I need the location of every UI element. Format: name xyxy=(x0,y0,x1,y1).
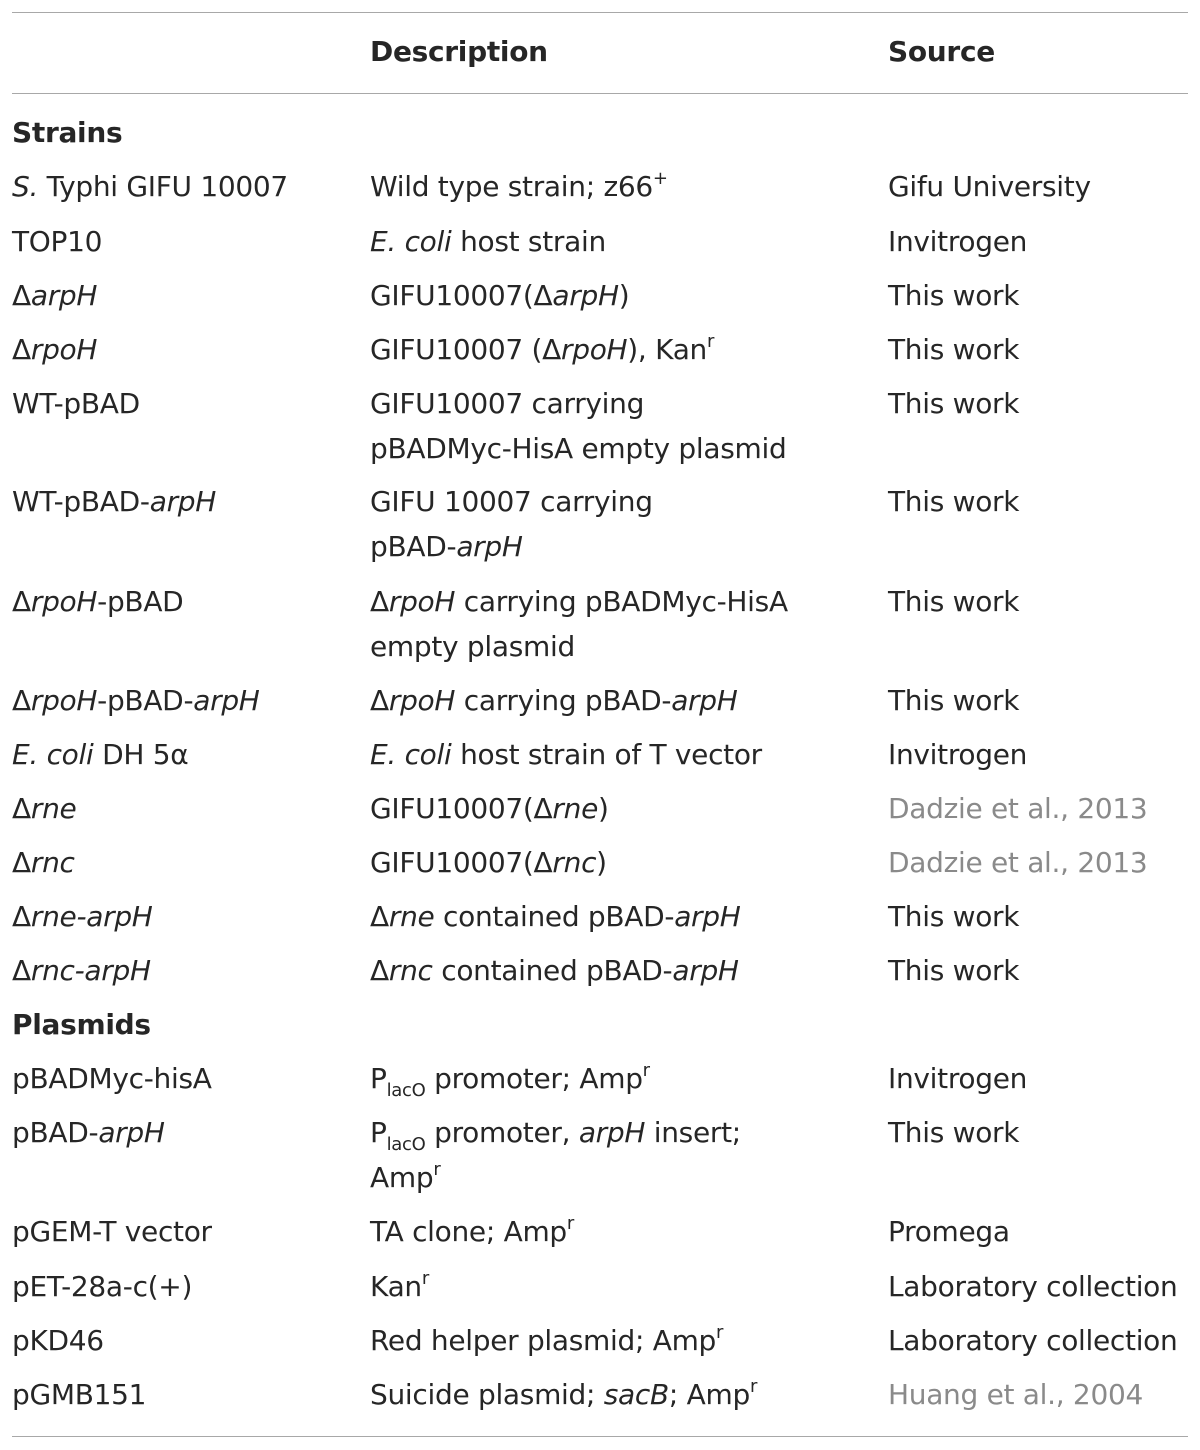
cell-description-cont: Amp$^r$ xyxy=(370,1159,441,1194)
cell-description: Kan$^r$ xyxy=(370,1268,429,1303)
cell-source: Invitrogen xyxy=(888,225,1028,258)
cell-description: ΔrpoH carrying pBADMyc-HisA xyxy=(370,585,788,618)
cell-source: This work xyxy=(888,585,1020,618)
cell-name: TOP10 xyxy=(12,225,103,258)
cell-source-citation-link[interactable]: Huang et al., 2004 xyxy=(888,1378,1143,1411)
cell-description: $P_{lacO}$ promoter; Amp$^r$ xyxy=(370,1060,650,1101)
cell-description: ΔrpoH carrying pBAD-arpH xyxy=(370,684,738,717)
cell-description: GIFU10007 (ΔrpoH), Kan$^r$ xyxy=(370,331,715,366)
cell-description: Suicide plasmid; sacB; Amp$^r$ xyxy=(370,1376,758,1411)
cell-description: Wild type strain; z66+ xyxy=(370,168,668,203)
column-header-source: Source xyxy=(888,35,995,68)
column-header-description: Description xyxy=(370,35,548,68)
cell-name: Δrne-arpH xyxy=(12,900,153,933)
cell-description-cont: pBADMyc-HisA empty plasmid xyxy=(370,432,787,465)
cell-name: Δrnc xyxy=(12,846,75,879)
cell-name: pBADMyc-hisA xyxy=(12,1062,212,1095)
cell-name: pKD46 xyxy=(12,1324,104,1357)
cell-name: pGEM-T vector xyxy=(12,1215,212,1248)
cell-description-cont: pBAD-arpH xyxy=(370,530,523,563)
cell-source: Invitrogen xyxy=(888,738,1028,771)
cell-name: pBAD-arpH xyxy=(12,1116,165,1149)
cell-name: pGMB151 xyxy=(12,1378,147,1411)
cell-source: Promega xyxy=(888,1215,1010,1248)
cell-description: GIFU10007 carrying xyxy=(370,387,645,420)
table-bottom-rule xyxy=(12,1436,1188,1437)
cell-description: GIFU10007(Δrne) xyxy=(370,792,609,825)
cell-description: $P_{lacO}$ promoter, arpH insert; xyxy=(370,1116,741,1155)
group-label-strains: Strains xyxy=(12,116,123,149)
cell-description: TA clone; Amp$^r$ xyxy=(370,1213,575,1248)
cell-source: This work xyxy=(888,684,1020,717)
cell-description: Δrnc contained pBAD-arpH xyxy=(370,954,739,987)
cell-source: Laboratory collection xyxy=(888,1324,1178,1357)
cell-name: ΔrpoH xyxy=(12,333,98,366)
cell-source: Invitrogen xyxy=(888,1062,1028,1095)
group-label-plasmids: Plasmids xyxy=(12,1008,151,1041)
cell-source: Laboratory collection xyxy=(888,1270,1178,1303)
cell-name: Δrnc-arpH xyxy=(12,954,151,987)
cell-name: S. Typhi GIFU 10007 xyxy=(12,170,288,203)
cell-description-cont: empty plasmid xyxy=(370,630,575,663)
cell-description: E. coli host strain of T vector xyxy=(370,738,762,771)
cell-source-citation-link[interactable]: Dadzie et al., 2013 xyxy=(888,846,1148,879)
cell-name: E. coli DH 5α xyxy=(12,738,189,771)
cell-description: Red helper plasmid; Amp$^r$ xyxy=(370,1322,724,1357)
cell-source: This work xyxy=(888,900,1020,933)
cell-description: GIFU10007(ΔarpH) xyxy=(370,279,630,312)
cell-source-citation-link[interactable]: Dadzie et al., 2013 xyxy=(888,792,1148,825)
cell-description: Δrne contained pBAD-arpH xyxy=(370,900,741,933)
cell-name: ΔrpoH-pBAD xyxy=(12,585,184,618)
table-header-rule xyxy=(12,93,1188,94)
table-top-rule xyxy=(12,12,1188,13)
cell-description: E. coli host strain xyxy=(370,225,606,258)
cell-name: ΔrpoH-pBAD-arpH xyxy=(12,684,260,717)
cell-name: Δrne xyxy=(12,792,77,825)
cell-name: ΔarpH xyxy=(12,279,98,312)
cell-source: Gifu University xyxy=(888,170,1091,203)
cell-source: This work xyxy=(888,1116,1020,1149)
cell-name: pET-28a-c(+) xyxy=(12,1270,193,1303)
cell-name: WT-pBAD-arpH xyxy=(12,485,217,518)
cell-source: This work xyxy=(888,387,1020,420)
cell-description: GIFU10007(Δrnc) xyxy=(370,846,607,879)
cell-description: GIFU 10007 carrying xyxy=(370,485,653,518)
cell-name: WT-pBAD xyxy=(12,387,140,420)
cell-source: This work xyxy=(888,954,1020,987)
cell-source: This work xyxy=(888,333,1020,366)
cell-source: This work xyxy=(888,279,1020,312)
cell-source: This work xyxy=(888,485,1020,518)
